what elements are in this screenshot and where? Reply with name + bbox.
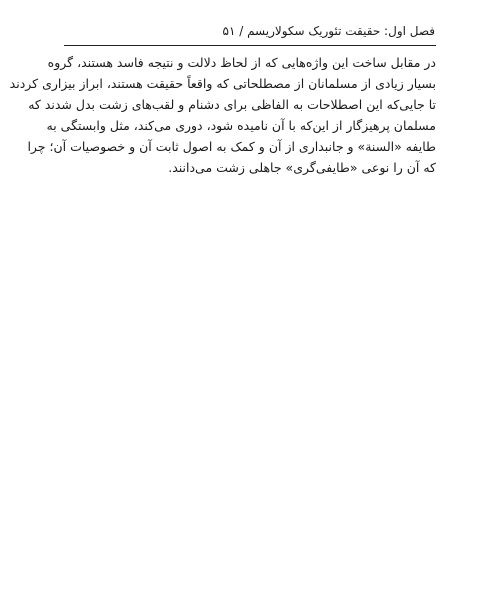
running-header: فصل اول: حقیقت تئوریک سکولاریسم / ۵۱ — [222, 24, 435, 38]
text-line: مسلمان پرهیزگار از این‌که با آن نامیده شود، دوری می‌کند، مثل وابستگی به — [46, 118, 436, 133]
body-paragraph — [9, 52, 436, 178]
text-line: طایفه «السنة» و جانبداری از آن و کمک به اصول ثابت آن و خصوصیات آن؛ چرا — [27, 139, 436, 154]
text-line: تا جایی‌که این اصطلاحات به الفاظی برای دشنام و لقب‌های زشت بدل شدند که — [28, 97, 436, 112]
text-line: که آن را نوعی «طایفی‌گری» جاهلی زشت می‌دانند. — [168, 160, 436, 175]
text-line: در مقابل ساخت این واژه‌هایی که از لحاظ دلالت و نتیجه فاسد هستند، گروه — [47, 55, 436, 70]
text-line: بسیار زیادی از مسلمانان از مصطلحاتی که واقعاً حقیقت هستند، ابراز بیزاری کردند — [9, 76, 436, 91]
header-divider — [64, 45, 436, 46]
